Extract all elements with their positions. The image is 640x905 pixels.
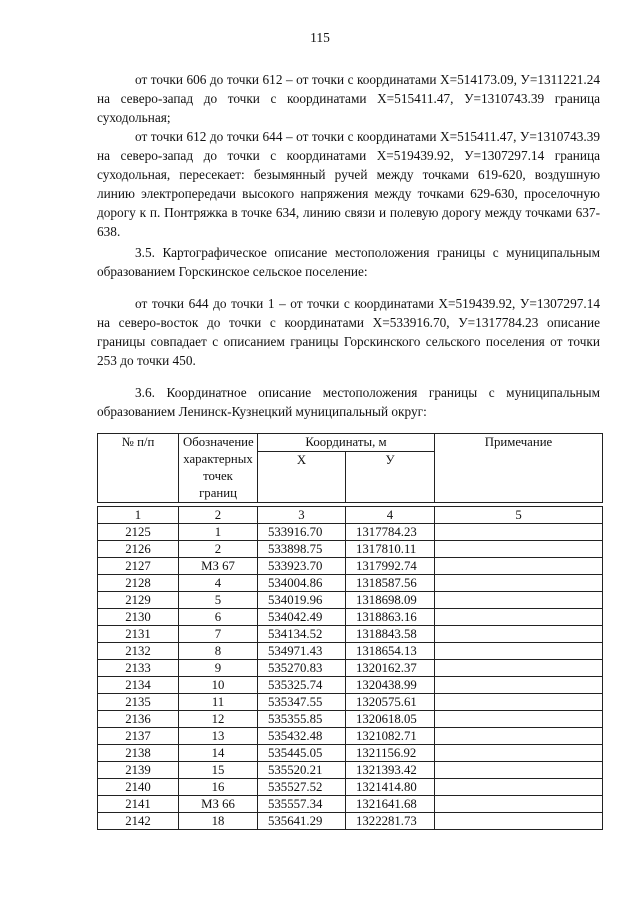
table-row <box>98 779 603 796</box>
x-coordinate-cell: 533923.70 <box>258 558 346 575</box>
table-row <box>98 728 603 745</box>
x-coordinate-cell: 535641.29 <box>258 813 346 830</box>
text-block-2 <box>97 243 600 281</box>
note-cell <box>435 643 603 660</box>
point-designation-cell: 4 <box>179 575 258 592</box>
point-designation-cell: 13 <box>179 728 258 745</box>
row-num-cell: 2139 <box>98 762 179 779</box>
point-designation-cell: 15 <box>179 762 258 779</box>
note-cell <box>435 813 603 830</box>
col-number: 5 <box>435 507 603 524</box>
y-coordinate-cell: 1317784.23 <box>346 524 435 541</box>
y-coordinate-cell: 1321414.80 <box>346 779 435 796</box>
row-num-cell: 2135 <box>98 694 179 711</box>
note-cell <box>435 762 603 779</box>
header-coordinates: Координаты, м <box>258 434 435 452</box>
table-row <box>98 762 603 779</box>
table-row <box>98 643 603 660</box>
col-number: 4 <box>346 507 435 524</box>
y-coordinate-cell: 1322281.73 <box>346 813 435 830</box>
note-cell <box>435 626 603 643</box>
row-num-cell: 2130 <box>98 609 179 626</box>
y-coordinate-cell: 1320618.05 <box>346 711 435 728</box>
x-coordinate-cell: 534019.96 <box>258 592 346 609</box>
x-coordinate-cell: 533916.70 <box>258 524 346 541</box>
row-num-cell: 2131 <box>98 626 179 643</box>
col-number: 1 <box>98 507 179 524</box>
point-designation-cell: 5 <box>179 592 258 609</box>
note-cell <box>435 694 603 711</box>
point-designation-cell: 11 <box>179 694 258 711</box>
note-cell <box>435 524 603 541</box>
point-designation-cell: 6 <box>179 609 258 626</box>
page-number: 115 <box>310 30 330 45</box>
point-designation-cell: 8 <box>179 643 258 660</box>
row-num-cell: 2138 <box>98 745 179 762</box>
note-cell <box>435 745 603 762</box>
x-coordinate-cell: 534004.86 <box>258 575 346 592</box>
y-coordinate-cell: 1318843.58 <box>346 626 435 643</box>
table-row <box>98 541 603 558</box>
coordinates-table <box>97 433 603 830</box>
row-num-cell: 2137 <box>98 728 179 745</box>
table-row <box>98 813 603 830</box>
x-coordinate-cell: 535270.83 <box>258 660 346 677</box>
row-num-cell: 2128 <box>98 575 179 592</box>
row-num-cell: 2132 <box>98 643 179 660</box>
y-coordinate-cell: 1317992.74 <box>346 558 435 575</box>
point-designation-cell: 7 <box>179 626 258 643</box>
point-designation-cell: МЗ 66 <box>179 796 258 813</box>
x-coordinate-cell: 535520.21 <box>258 762 346 779</box>
table-row <box>98 524 603 541</box>
column-number-row <box>98 507 603 524</box>
x-coordinate-cell: 535355.85 <box>258 711 346 728</box>
table-row <box>98 558 603 575</box>
table-row <box>98 626 603 643</box>
header-designation: Обозначение характерных точек границ <box>179 434 258 503</box>
point-designation-cell: 18 <box>179 813 258 830</box>
note-cell <box>435 558 603 575</box>
point-designation-cell: 9 <box>179 660 258 677</box>
y-coordinate-cell: 1321393.42 <box>346 762 435 779</box>
table-row <box>98 677 603 694</box>
header-y: У <box>346 452 435 503</box>
y-coordinate-cell: 1320438.99 <box>346 677 435 694</box>
note-cell <box>435 575 603 592</box>
note-cell <box>435 609 603 626</box>
row-num-cell: 2126 <box>98 541 179 558</box>
row-num-cell: 2136 <box>98 711 179 728</box>
x-coordinate-cell: 535347.55 <box>258 694 346 711</box>
note-cell <box>435 541 603 558</box>
table-row <box>98 711 603 728</box>
point-designation-cell: МЗ 67 <box>179 558 258 575</box>
table-body <box>98 524 603 830</box>
note-cell <box>435 592 603 609</box>
x-coordinate-cell: 535432.48 <box>258 728 346 745</box>
point-designation-cell: 14 <box>179 745 258 762</box>
table-row <box>98 575 603 592</box>
point-designation-cell: 1 <box>179 524 258 541</box>
row-num-cell: 2142 <box>98 813 179 830</box>
note-cell <box>435 728 603 745</box>
text-block-3 <box>97 294 600 370</box>
point-designation-cell: 12 <box>179 711 258 728</box>
row-num-cell: 2134 <box>98 677 179 694</box>
y-coordinate-cell: 1321156.92 <box>346 745 435 762</box>
note-cell <box>435 711 603 728</box>
table-row <box>98 660 603 677</box>
y-coordinate-cell: 1317810.11 <box>346 541 435 558</box>
x-coordinate-cell: 535445.05 <box>258 745 346 762</box>
x-coordinate-cell: 534134.52 <box>258 626 346 643</box>
col-number: 2 <box>179 507 258 524</box>
x-coordinate-cell: 534042.49 <box>258 609 346 626</box>
row-num-cell: 2141 <box>98 796 179 813</box>
section-3-6-heading: 3.6. Координатное описание местоположения границы с муниципальным образованием Ленинск-Кузнецкий муниципальный округ: <box>97 385 600 419</box>
x-coordinate-cell: 535527.52 <box>258 779 346 796</box>
section-3-5-heading: 3.5. Картографическое описание местоположения границы с муниципальным образованием Горскинское сельское поселение: <box>97 245 600 279</box>
x-coordinate-cell: 535325.74 <box>258 677 346 694</box>
y-coordinate-cell: 1318698.09 <box>346 592 435 609</box>
paragraph-boundary-644-1: от точки 644 до точки 1 – от точки с координатами Х=519439.92, У=1307297.14 на северо-восток до точки с координатами Х=533916.70, У=1317784.23 описание границы совпадает с описанием границы Горскинского сельского поселения от точки 253 до точки 450. <box>97 296 600 368</box>
row-num-cell: 2129 <box>98 592 179 609</box>
y-coordinate-cell: 1321082.71 <box>346 728 435 745</box>
y-coordinate-cell: 1318863.16 <box>346 609 435 626</box>
table-row <box>98 796 603 813</box>
note-cell <box>435 779 603 796</box>
row-num-cell: 2127 <box>98 558 179 575</box>
y-coordinate-cell: 1321641.68 <box>346 796 435 813</box>
table-row <box>98 694 603 711</box>
table-row <box>98 745 603 762</box>
text-block-4 <box>97 383 600 421</box>
point-designation-cell: 10 <box>179 677 258 694</box>
point-designation-cell: 2 <box>179 541 258 558</box>
x-coordinate-cell: 534971.43 <box>258 643 346 660</box>
paragraph-boundary-612-644: от точки 612 до точки 644 – от точки с координатами Х=515411.47, У=1310743.39 на северо-запад до точки с координатами Х=519439.92, У=1307297.14 граница суходольная, пересекает: безымянный ручей между точками 619-620, воздушную линию электропередачи высокого напряжения между точками 629-630, проселочную дорогу к п. Понтряжка в точке 634, линию связи и полевую дорогу между точками 637-638. <box>97 129 600 239</box>
row-num-cell: 2125 <box>98 524 179 541</box>
table-row <box>98 592 603 609</box>
y-coordinate-cell: 1318587.56 <box>346 575 435 592</box>
y-coordinate-cell: 1320575.61 <box>346 694 435 711</box>
y-coordinate-cell: 1318654.13 <box>346 643 435 660</box>
note-cell <box>435 660 603 677</box>
note-cell <box>435 796 603 813</box>
x-coordinate-cell: 533898.75 <box>258 541 346 558</box>
paragraph-boundary-606-612: от точки 606 до точки 612 – от точки с координатами Х=514173.09, У=1311221.24 на северо-запад до точки с координатами Х=515411.47, У=1310743.39 граница суходольная; <box>97 72 600 125</box>
header-x: Х <box>258 452 346 503</box>
header-num: № п/п <box>98 434 179 503</box>
x-coordinate-cell: 535557.34 <box>258 796 346 813</box>
note-cell <box>435 677 603 694</box>
y-coordinate-cell: 1320162.37 <box>346 660 435 677</box>
row-num-cell: 2140 <box>98 779 179 796</box>
text-block-1 <box>97 70 600 241</box>
point-designation-cell: 16 <box>179 779 258 796</box>
col-number: 3 <box>258 507 346 524</box>
row-num-cell: 2133 <box>98 660 179 677</box>
table-row <box>98 609 603 626</box>
header-note: Примечание <box>435 434 603 503</box>
